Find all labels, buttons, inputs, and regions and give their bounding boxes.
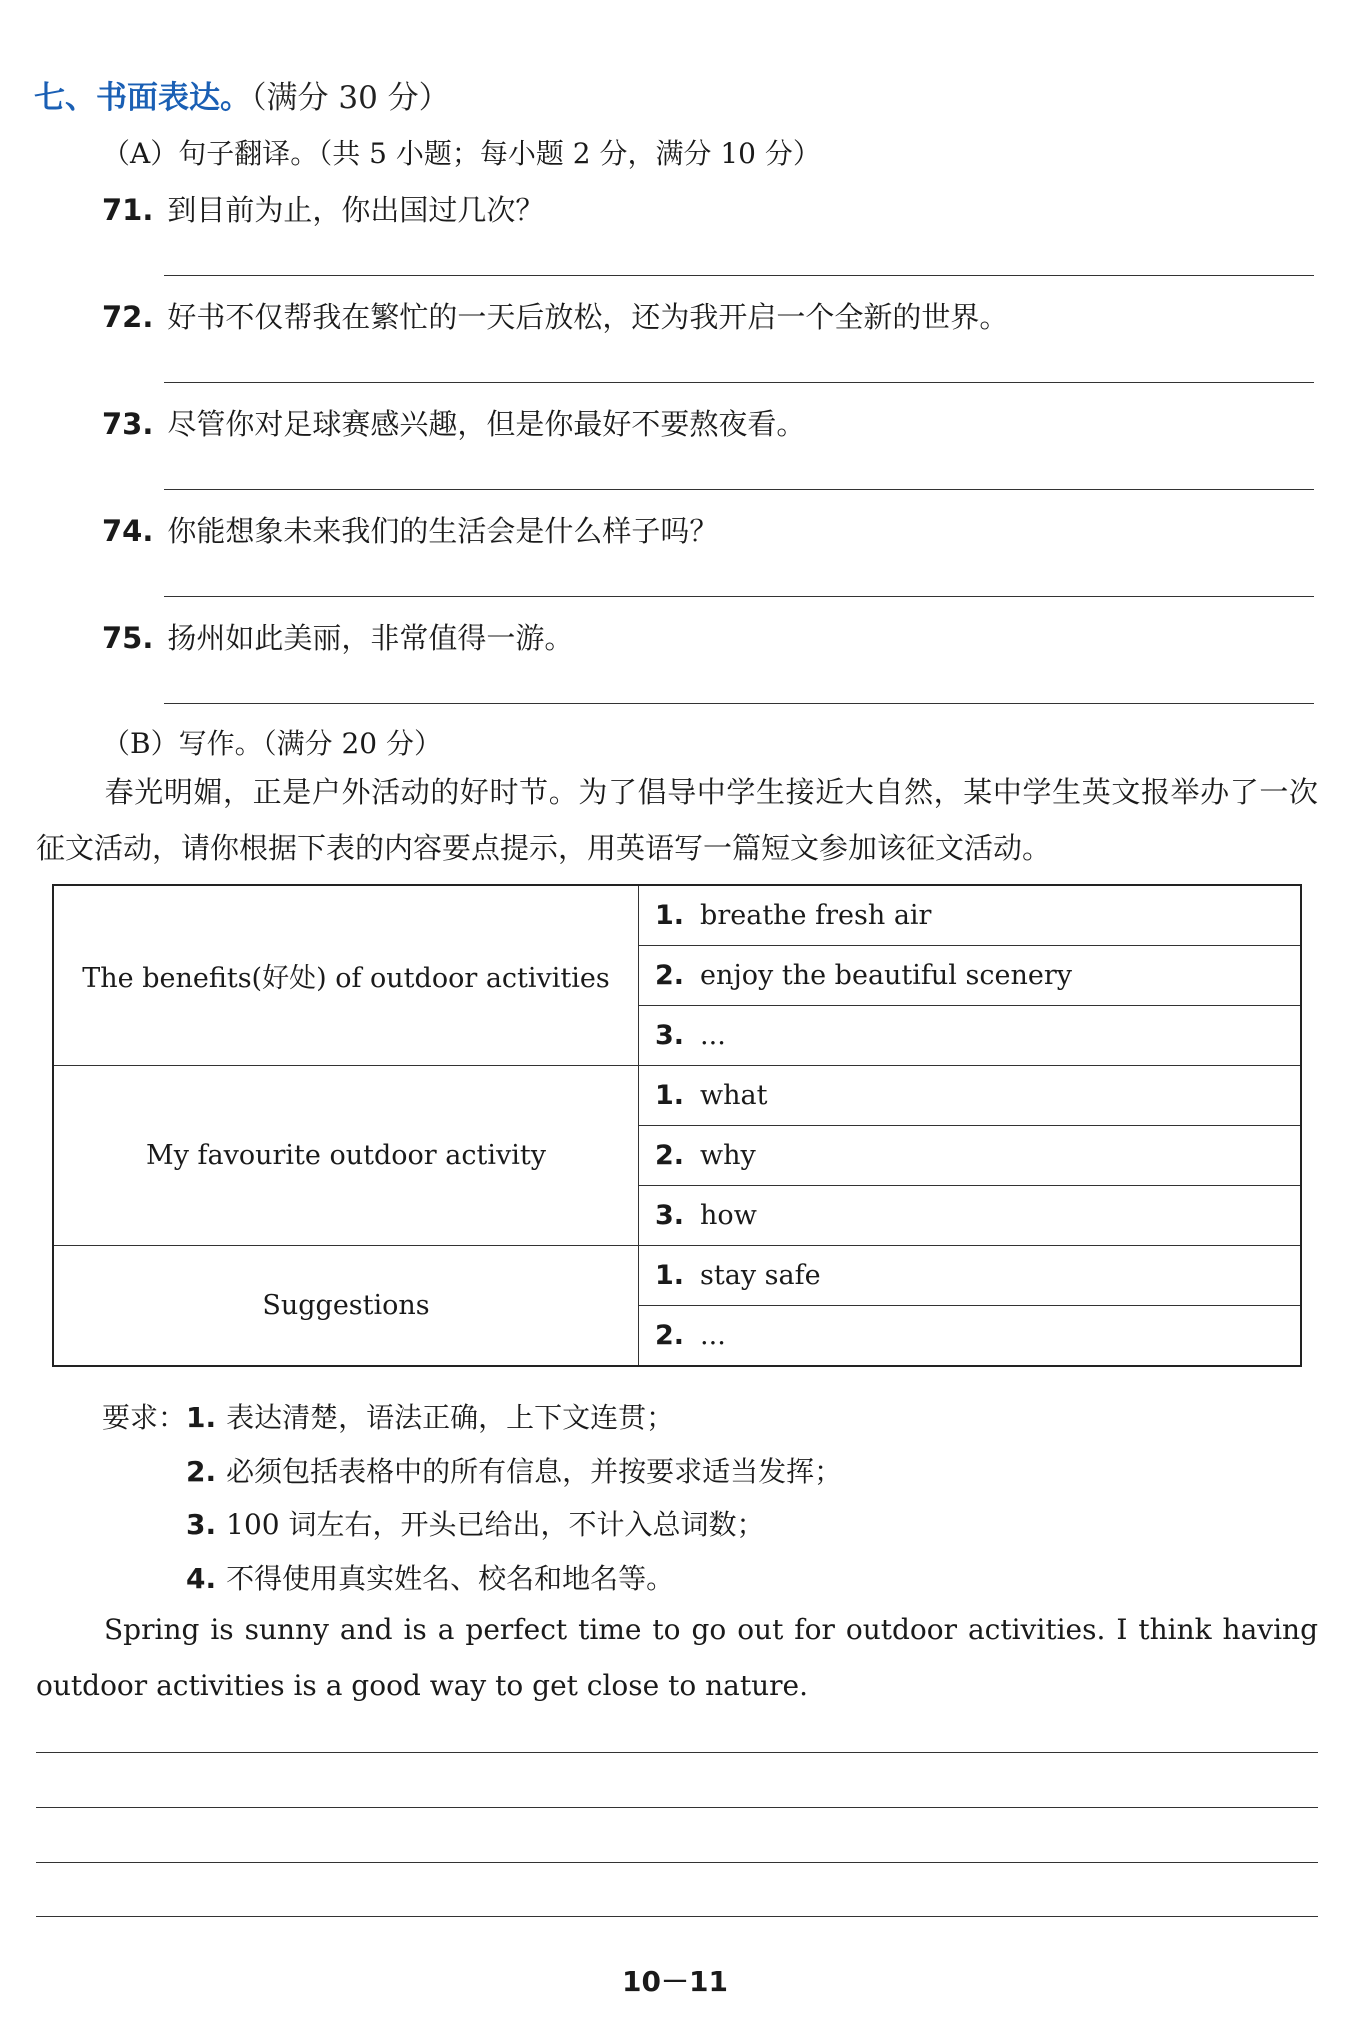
answer-line-71[interactable] — [164, 275, 1314, 276]
part-a-heading: （A）句子翻译。（共 5 小题；每小题 2 分，满分 10 分） — [102, 137, 821, 170]
question-75: 75. 扬州如此美丽，非常值得一游。 — [102, 621, 574, 655]
question-72: 72. 好书不仅帮我在繁忙的一天后放松，还为我开启一个全新的世界。 — [102, 300, 1009, 334]
table-cell: 2. ... — [639, 1306, 1302, 1367]
table-cell: 3. ... — [639, 1006, 1302, 1066]
writing-line-1[interactable] — [36, 1752, 1318, 1753]
table-cell: 3. how — [639, 1186, 1302, 1246]
answer-line-75[interactable] — [164, 703, 1314, 704]
table-row — [53, 1066, 1301, 1126]
answer-line-74[interactable] — [164, 596, 1314, 597]
table-row — [53, 1246, 1301, 1306]
section-points: （满分 30 分） — [251, 80, 450, 116]
table-cell: 2. enjoy the beautiful scenery — [639, 946, 1302, 1006]
writing-line-2[interactable] — [36, 1807, 1318, 1808]
table-cell: 2. why — [639, 1126, 1302, 1186]
question-74: 74. 你能想象未来我们的生活会是什么样子吗？ — [102, 514, 719, 548]
requirement-2: 2. 必须包括表格中的所有信息，并按要求适当发挥； — [186, 1455, 843, 1488]
table-group-label: The benefits(好处) of outdoor activities — [53, 885, 639, 1066]
writing-line-3[interactable] — [36, 1862, 1318, 1863]
table-cell: 1. what — [639, 1066, 1302, 1126]
table-group-label: Suggestions — [53, 1246, 639, 1367]
page-number: 10－11 — [622, 1965, 728, 1998]
requirement-4: 4. 不得使用真实姓名、校名和地名等。 — [186, 1562, 675, 1595]
part-b-intro: 春光明媚，正是户外活动的好时节。为了倡导中学生接近大自然，某中学生英文报举办了一次征文活动，请你根据下表的内容要点提示，用英语写一篇短文参加该征文活动。 — [36, 775, 1318, 865]
table-row — [53, 885, 1301, 946]
outline-table — [52, 884, 1302, 1367]
writing-line-4[interactable] — [36, 1916, 1318, 1917]
answer-line-72[interactable] — [164, 382, 1314, 383]
essay-opening: Spring is sunny and is a perfect time to go out for outdoor activities. I think having outdoor activities is a good way to get close to nature. — [36, 1613, 1318, 1702]
question-71: 71. 到目前为止，你出国过几次？ — [102, 193, 545, 227]
requirement-3: 3. 100 词左右，开头已给出，不计入总词数； — [186, 1508, 765, 1541]
answer-line-73[interactable] — [164, 489, 1314, 490]
table-cell: 1. stay safe — [639, 1246, 1302, 1306]
section-title: 七、书面表达。（满分 30 分） — [34, 80, 450, 116]
part-b-heading: （B）写作。（满分 20 分） — [102, 727, 443, 760]
table-group-label: My favourite outdoor activity — [53, 1066, 639, 1246]
requirement-1: 要求：1. 表达清楚，语法正确，上下文连贯； — [102, 1401, 675, 1434]
table-cell: 1. breathe fresh air — [639, 885, 1302, 946]
question-73: 73. 尽管你对足球赛感兴趣，但是你最好不要熬夜看。 — [102, 407, 806, 441]
